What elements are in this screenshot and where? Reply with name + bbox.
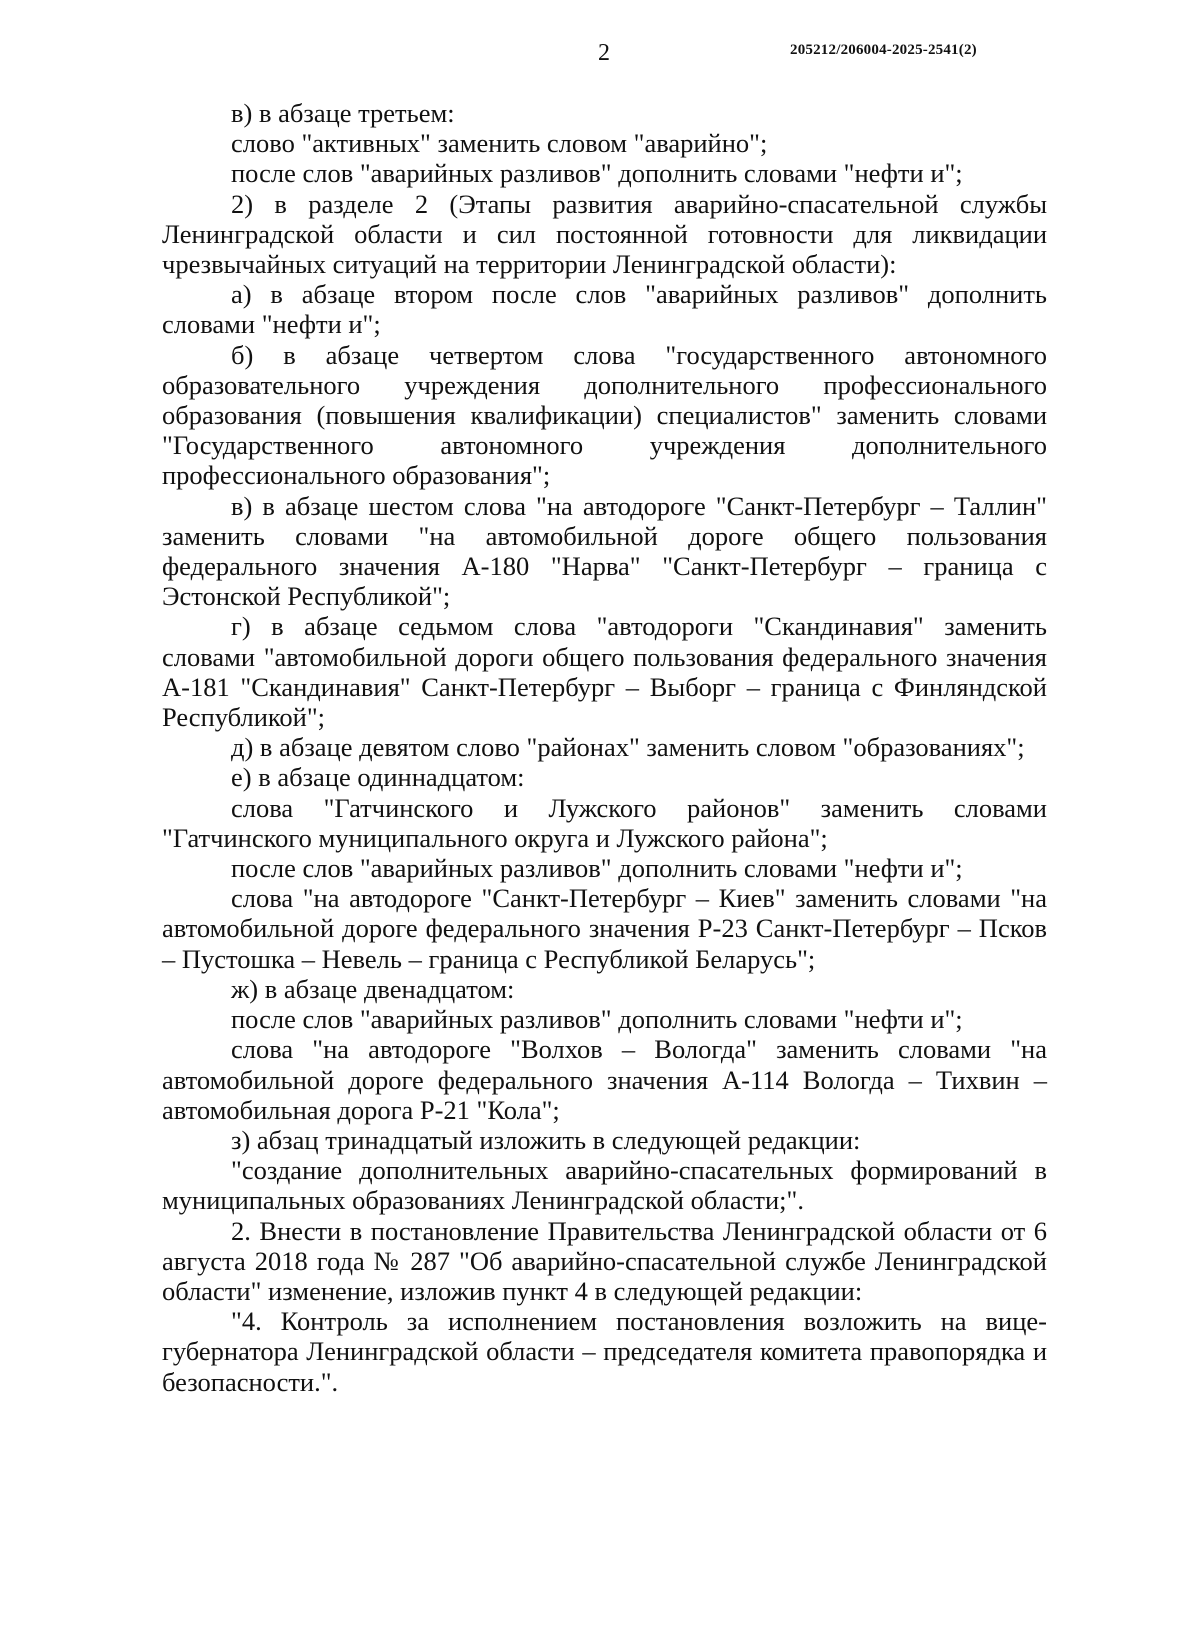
paragraph: з) абзац тринадцатый изложить в следующей редакции:	[231, 1124, 861, 1155]
paragraph: слова "на автодороге "Волхов – Вологда" заменить словами "на автомобильной дороге федерального значения А-114 Вологда – Тихвин – автомобильная дорога Р-21 "Кола";	[162, 1034, 1047, 1125]
paragraph: 2. Внести в постановление Правительства Ленинградской области от 6 августа 2018 года № 287 "Об аварийно-спасательной службе Ленинградской области" изменение, изложив пункт 4 в следующей редакции:	[162, 1215, 1047, 1306]
paragraph: б) в абзаце четвертом слова "государственного автономного образовательного учреждения дополнительного профессионального образования (повышения квалификации) специалистов" заменить словами "Государственного автономного учреждения дополнительного профессионального образования";	[162, 339, 1047, 491]
paragraph: а) в абзаце втором после слов "аварийных разливов" дополнить словами "нефти и";	[162, 279, 1047, 340]
paragraph: в) в абзаце третьем:	[231, 98, 455, 128]
paragraph: слова "на автодороге "Санкт-Петербург – Киев" заменить словами "на автомобильной дороге федерального значения Р-23 Санкт-Петербург – Псков – Пустошка – Невель – граница с Республикой Беларусь";	[162, 883, 1047, 974]
paragraph: в) в абзаце шестом слова "на автодороге "Санкт-Петербург – Таллин" заменить словами "на автомобильной дороге общего пользования федерального значения А-180 "Нарва" "Санкт-Петербург – граница с Эстонской Республикой";	[162, 490, 1047, 612]
paragraph: слово "активных" заменить словом "аварийно";	[231, 128, 768, 159]
paragraph: "создание дополнительных аварийно-спасательных формирований в муниципальных образованиях Ленинградской области;".	[162, 1155, 1047, 1216]
paragraph: е) в абзаце одиннадцатом:	[231, 762, 525, 793]
paragraph: "4. Контроль за исполнением постановления возложить на вице-губернатора Ленинградской области – председателя комитета правопорядка и безопасности.".	[162, 1306, 1047, 1397]
paragraph: после слов "аварийных разливов" дополнить словами "нефти и";	[231, 853, 963, 884]
paragraph: г) в абзаце седьмом слова "автодороги "Скандинавия" заменить словами "автомобильной дороги общего пользования федерального значения А-181 "Скандинавия" Санкт-Петербург – Выборг – граница с Финляндской Республикой";	[162, 611, 1047, 733]
paragraph: ж) в абзаце двенадцатом:	[231, 973, 515, 1004]
document-body	[162, 98, 1047, 1397]
document-registration-number: 205212/206004-2025-2541(2)	[790, 42, 977, 58]
page-number: 2	[598, 40, 610, 66]
paragraph: 2) в разделе 2 (Этапы развития аварийно-спасательной службы Ленинградской области и сил постоянной готовности для ликвидации чрезвычайных ситуаций на территории Ленинградской области):	[162, 188, 1047, 280]
paragraph: после слов "аварийных разливов" дополнить словами "нефти и";	[231, 1004, 963, 1035]
paragraph: после слов "аварийных разливов" дополнить словами "нефти и";	[231, 158, 963, 189]
paragraph: д) в абзаце девятом слово "районах" заменить словом "образованиях";	[231, 732, 1025, 763]
paragraph: слова "Гатчинского и Лужского районов" заменить словами "Гатчинского муниципального округа и Лужского района";	[162, 792, 1047, 853]
